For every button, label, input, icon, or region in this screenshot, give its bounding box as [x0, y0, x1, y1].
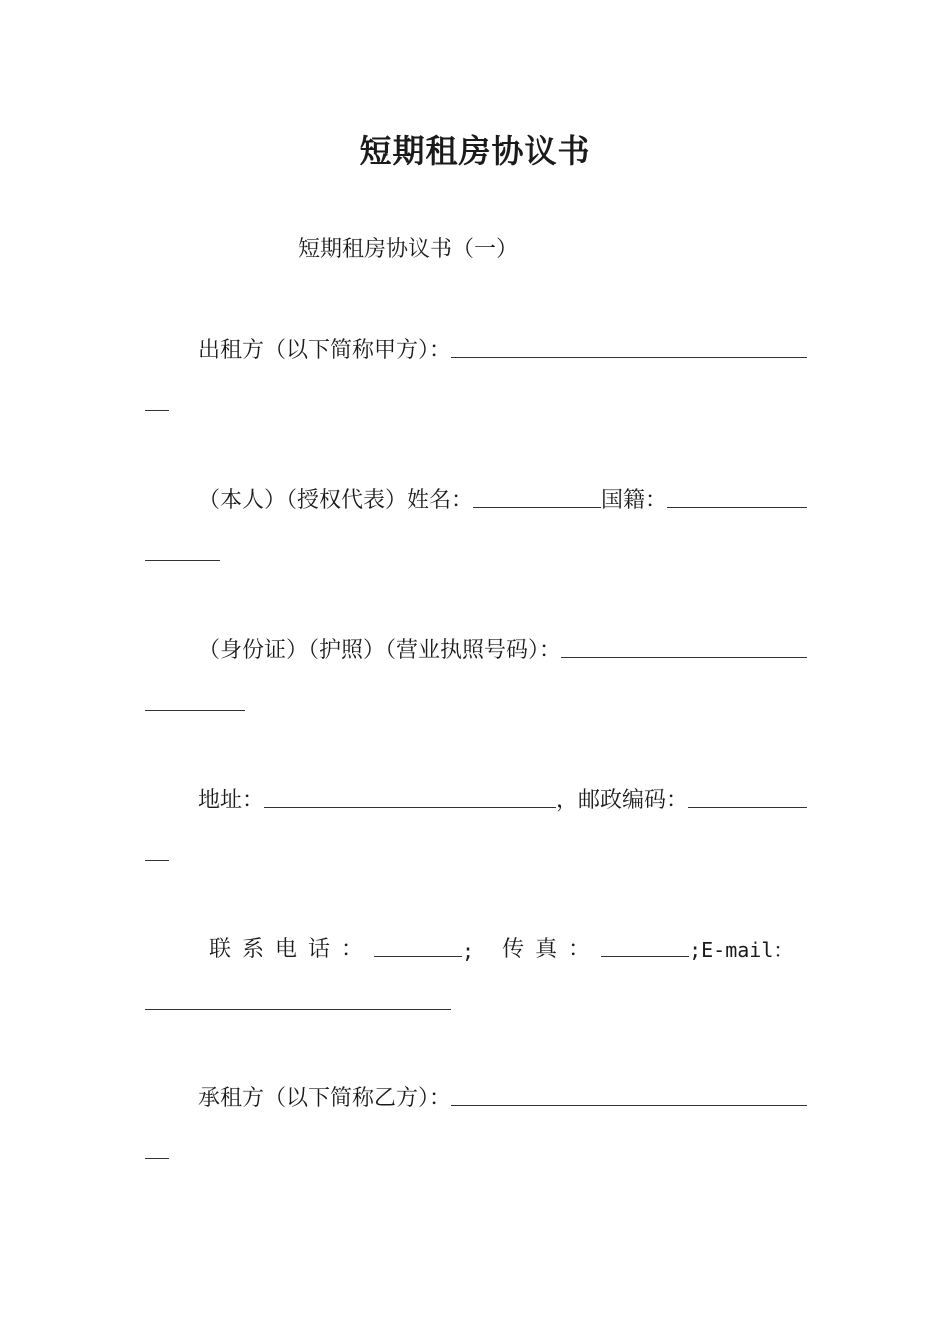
- name-blank[interactable]: [473, 506, 601, 508]
- postal-code-blank-continued[interactable]: [145, 859, 169, 861]
- lessee-field: [145, 1080, 807, 1150]
- lessor-blank[interactable]: [451, 356, 807, 358]
- id-number-label: （身份证）（护照）（营业执照号码）：: [198, 638, 562, 663]
- postal-code-blank[interactable]: [688, 806, 807, 808]
- lessor-field: [145, 332, 807, 402]
- id-number-blank[interactable]: [561, 656, 807, 658]
- nationality-blank[interactable]: [667, 506, 807, 508]
- name-label: （本人）（授权代表）姓名：: [198, 488, 474, 513]
- phone-blank[interactable]: [374, 955, 462, 957]
- fax-blank[interactable]: [601, 955, 689, 957]
- lessor-blank-continued[interactable]: [145, 409, 169, 411]
- id-number-blank-continued[interactable]: [145, 709, 245, 711]
- address-label: 地址：: [198, 788, 265, 813]
- name-nationality-field: [145, 482, 807, 552]
- document-subtitle: 短期租房协议书（一）: [298, 237, 519, 262]
- fax-label: 传真：: [502, 937, 602, 962]
- contact-field: [145, 931, 807, 1001]
- nationality-label: 国籍：: [601, 488, 668, 513]
- lessee-blank-continued[interactable]: [145, 1157, 169, 1159]
- nationality-blank-continued[interactable]: [145, 559, 220, 561]
- lessee-label: 承租方（以下简称乙方）：: [198, 1086, 452, 1111]
- phone-label: 联系电话：: [209, 937, 375, 962]
- document-title: 短期租房协议书: [359, 132, 591, 170]
- address-blank[interactable]: [264, 806, 556, 808]
- email-label: ;E-mail：: [689, 938, 794, 962]
- lessor-label: 出租方（以下简称甲方）：: [198, 338, 452, 363]
- address-field: [145, 782, 807, 852]
- email-blank[interactable]: [145, 1008, 451, 1010]
- lessee-blank[interactable]: [451, 1104, 807, 1106]
- postal-code-label: ，邮政编码：: [556, 788, 689, 813]
- phone-separator: ;: [462, 939, 475, 963]
- id-number-field: [145, 632, 807, 702]
